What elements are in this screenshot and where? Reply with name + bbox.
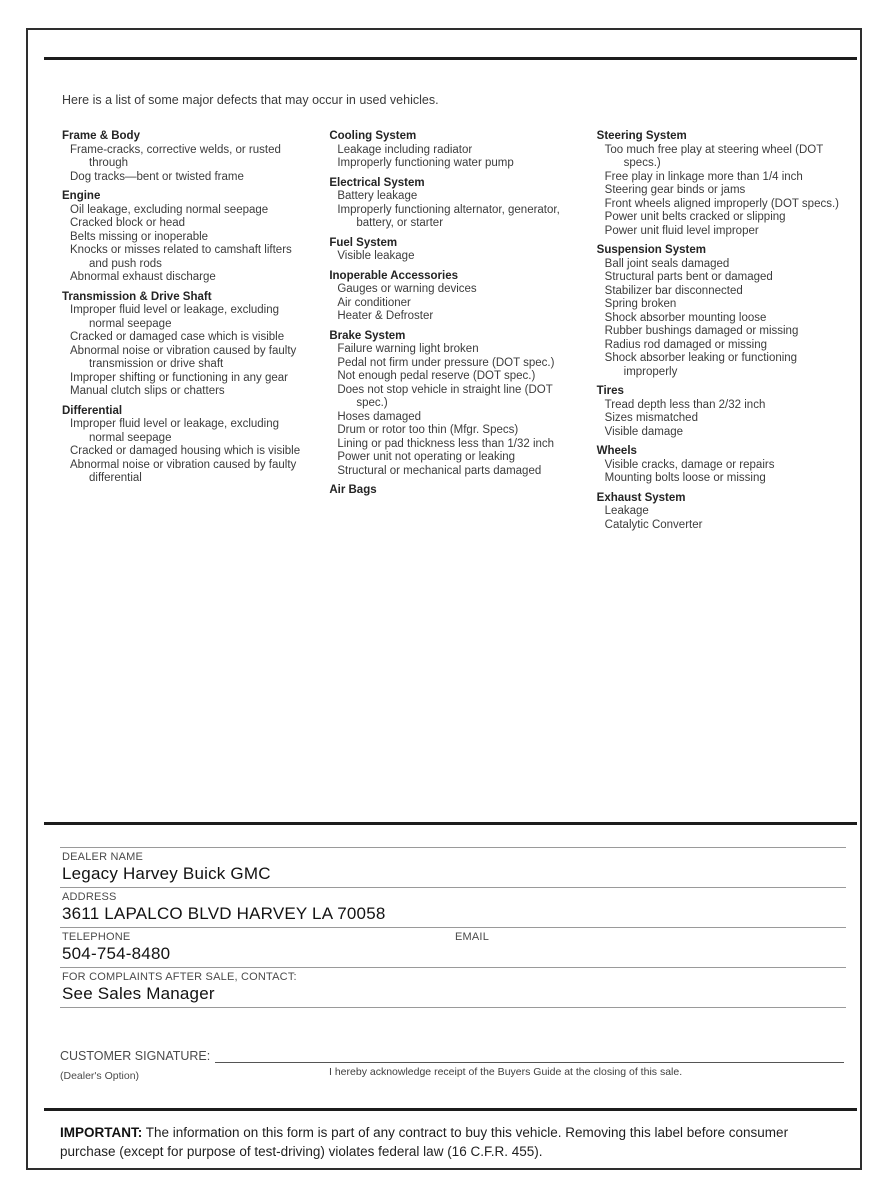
defect-section [329,270,580,324]
defect-item: Power unit not operating or leaking [337,451,516,463]
defect-item: Oil leakage, excluding normal seepage [70,203,269,216]
defect-item: Structural parts bent or damaged [604,271,773,283]
page-border [26,28,862,1170]
address-label: ADDRESS [62,891,117,903]
defect-category-title: Wheels [596,445,637,457]
customer-signature-label: CUSTOMER SIGNATURE: [60,1049,211,1063]
defect-item: Not enough pedal reserve (DOT spec.) [337,370,536,382]
defects-column-3 [597,130,846,532]
defect-item: Too much free play at steering wheel (DOT specs.) [604,143,824,169]
defect-item: Frame-cracks, corrective welds, or rusted through [70,143,281,169]
defect-item: Shock absorber leaking or functioning improperly [604,352,798,378]
defect-category-title: Frame & Body [62,130,140,142]
telephone-value: 504-754-8480 [62,944,171,963]
defect-item: Improper fluid level or leakage, excluding normal seepage [70,418,280,444]
defect-section [62,130,313,184]
defect-item: Gauges or warning devices [337,283,477,295]
dealer-name-field [60,848,846,888]
complaints-field [60,968,846,1008]
defect-item: Improperly functioning water pump [337,157,514,169]
defect-section [62,291,313,399]
top-divider-rule [44,57,857,60]
complaints-label: FOR COMPLAINTS AFTER SALE, CONTACT: [62,971,297,983]
defect-section [597,244,846,379]
defect-item: Improperly functioning alternator, generator, battery, or starter [337,203,560,229]
defect-item: Cracked or damaged case which is visible [70,331,285,343]
defect-item: Tread depth less than 2/32 inch [604,398,766,411]
defect-item: Ball joint seals damaged [604,257,730,270]
dealers-option-note: (Dealer's Option) [60,1070,140,1082]
defect-item: Leakage [604,505,649,517]
important-text: The information on this form is part of any contract to buy this vehicle. Removing this label before consumer purchase (except for purpose of test-driving) violates federal law (16 C.F.R. 455). [60,1125,789,1159]
telephone-email-field [60,928,846,968]
defect-category-title: Inoperable Accessories [329,269,459,282]
defect-item: Belts missing or inoperable [70,230,209,243]
defects-columns [62,130,846,532]
defect-item: Manual clutch slips or chatters [70,385,225,397]
defect-item: Lining or pad thickness less than 1/32 inch [337,437,555,450]
defect-category-title: Cooling System [329,130,417,142]
defect-item: Improper shifting or functioning in any gear [70,371,288,384]
defect-section [329,330,580,479]
defect-category-title: Engine [62,190,101,202]
defect-item: Catalytic Converter [604,518,703,531]
customer-signature-row [60,1048,844,1063]
defects-column-1 [62,130,313,532]
defect-item: Heater & Defroster [337,310,434,322]
defect-item: Sizes mismatched [604,412,698,424]
defect-category-title: Air Bags [329,484,377,496]
defect-section [329,177,580,231]
defect-item: Radius rod damaged or missing [604,338,768,351]
defect-item: Air conditioner [337,296,411,309]
defects-intro-text: Here is a list of some major defects that may occur in used vehicles. [62,93,439,107]
defect-category-title: Steering System [596,130,687,142]
defect-category-title: Brake System [329,329,406,342]
defect-category-title: Differential [62,404,123,417]
defect-item: Shock absorber mounting loose [604,311,767,324]
defect-item: Visible damage [604,425,684,438]
defect-category-title: Tires [596,385,624,397]
defect-item: Battery leakage [337,190,418,202]
defect-item: Dog tracks—bent or twisted frame [70,170,244,183]
bottom-divider-rule [44,822,857,825]
email-label: EMAIL [455,931,490,943]
defect-item: Pedal not firm under pressure (DOT spec.) [337,356,555,369]
defect-item: Power unit fluid level improper [604,224,759,237]
telephone-part [62,931,455,964]
important-label: IMPORTANT: [60,1125,143,1140]
telephone-label: TELEPHONE [62,931,131,943]
signature-sub-row [60,1066,844,1082]
defect-item: Leakage including radiator [337,143,473,156]
defect-item: Rubber bushings damaged or missing [604,325,799,337]
defect-item: Spring broken [604,298,677,310]
complaints-value: See Sales Manager [62,984,215,1003]
defect-section [597,385,846,439]
dealer-name-value: Legacy Harvey Buick GMC [62,864,271,883]
dealer-name-label: DEALER NAME [62,851,144,863]
address-field [60,888,846,928]
defect-item: Front wheels aligned improperly (DOT specs.) [604,197,840,210]
important-divider-rule [44,1108,857,1111]
defect-item: Knocks or misses related to camshaft lifters and push rods [70,244,292,270]
email-part [455,931,846,964]
defect-section [329,130,580,171]
defect-item: Cracked block or head [70,217,186,229]
defect-item: Visible leakage [337,250,415,262]
defect-item: Does not stop vehicle in straight line (DOT spec.) [337,383,553,409]
acknowledgment-text: I hereby acknowledge receipt of the Buyers Guide at the closing of this sale. [329,1066,683,1078]
defect-item: Steering gear binds or jams [604,184,746,196]
dealer-fields [60,847,846,1008]
dealer-info-section [28,822,860,1161]
defect-item: Free play in linkage more than 1/4 inch [604,170,803,183]
defect-category-title: Fuel System [329,236,398,249]
defects-column-2 [329,130,580,532]
defect-item: Stabilizer bar disconnected [604,284,743,297]
defect-item: Abnormal noise or vibration caused by faulty differential [70,458,297,484]
defect-section [597,130,846,238]
defect-item: Hoses damaged [337,410,422,423]
defect-section [329,237,580,264]
defect-item: Drum or rotor too thin (Mfgr. Specs) [337,424,519,436]
defect-section [62,190,313,285]
defect-item: Structural or mechanical parts damaged [337,464,542,477]
defect-section [329,484,580,498]
defect-category-title: Transmission & Drive Shaft [62,290,212,303]
defect-section [597,445,846,486]
important-notice [60,1123,836,1161]
defect-category-title: Electrical System [329,176,425,189]
defect-item: Abnormal noise or vibration caused by faulty transmission or drive shaft [70,344,297,370]
defect-item: Abnormal exhaust discharge [70,271,216,283]
customer-signature-line [215,1048,844,1063]
defect-item: Mounting bolts loose or missing [604,472,766,484]
defect-section [597,492,846,533]
defect-category-title: Suspension System [596,244,706,256]
defect-item: Cracked or damaged housing which is visible [70,445,301,457]
defect-item: Power unit belts cracked or slipping [604,211,786,223]
defect-item: Visible cracks, damage or repairs [604,458,775,471]
address-value: 3611 LAPALCO BLVD HARVEY LA 70058 [62,904,386,923]
defect-item: Failure warning light broken [337,343,479,355]
defect-category-title: Exhaust System [596,491,686,504]
defect-section [62,405,313,486]
defect-item: Improper fluid level or leakage, excluding normal seepage [70,304,280,330]
